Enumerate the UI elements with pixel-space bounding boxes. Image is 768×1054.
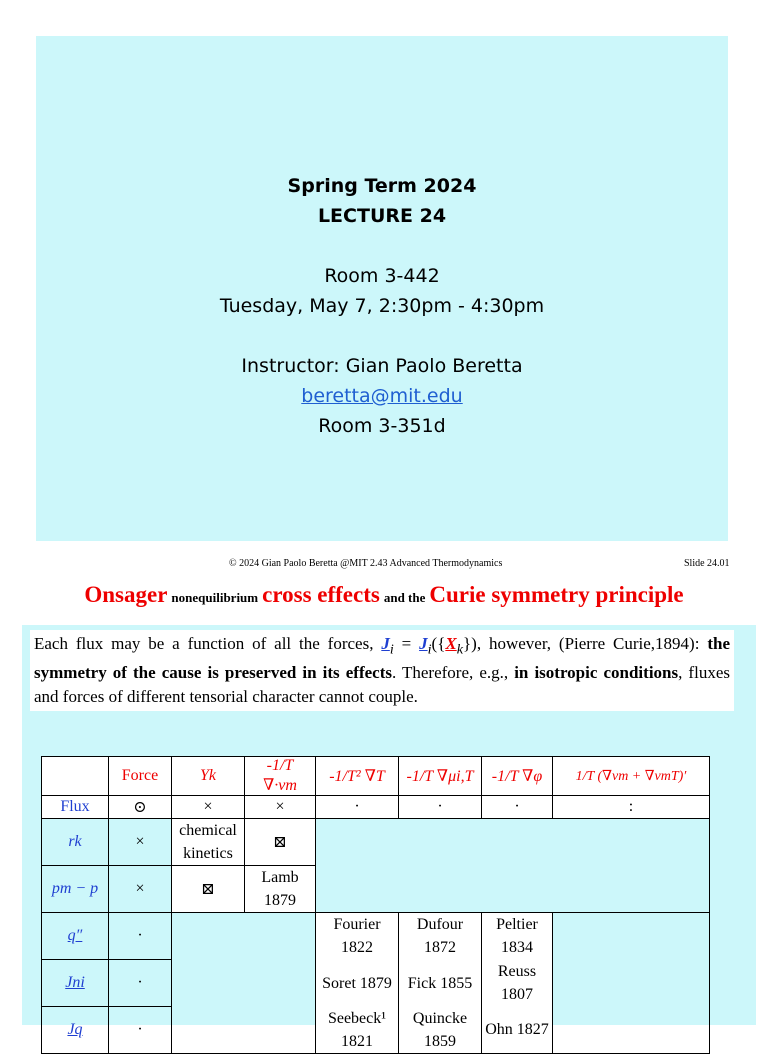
term-label: Spring Term 2024 [287, 175, 477, 197]
para-text-3: }), however, (Pierre Curie,1894): [463, 634, 708, 653]
para-eq: = [393, 634, 420, 653]
cover-title-block [36, 171, 728, 441]
sym-q: · [109, 913, 172, 960]
para-text-1: Each flux may be a function of all the forces, [34, 634, 382, 653]
flux-J2: J [419, 634, 428, 653]
sym-pm: × [109, 866, 172, 913]
header-strain: 1/T (∇vm + ∇vmT)′ [553, 757, 710, 796]
header-row [42, 757, 710, 796]
flux-sym-5: · [482, 796, 553, 819]
header-grad-phi: -1/T ∇φ [482, 757, 553, 796]
flux-J: J [381, 634, 390, 653]
title-curie: Curie symmetry principle [429, 582, 684, 607]
empty-rk [316, 819, 710, 866]
cell-seebeck: Seebeck¹ 1821 [316, 1007, 399, 1054]
email-link[interactable]: beretta@mit.edu [301, 385, 463, 407]
title-nonequilibrium: nonequilibrium [171, 590, 259, 605]
header-div-v: -1/T ∇·vm [245, 757, 316, 796]
flux-sym-6: : [553, 796, 710, 819]
room-label: Room 3-442 [324, 265, 440, 287]
flux-row [42, 796, 710, 819]
sym-rk: × [109, 819, 172, 866]
para-text-4: . Therefore, e.g., [391, 663, 515, 683]
title-cross-effects: cross effects [262, 582, 380, 607]
flux-sym-3: · [316, 796, 399, 819]
cell-lamb: Lamb 1879 [245, 866, 316, 913]
title-and-the: and the [383, 590, 426, 605]
cell-reuss: Reuss 1807 [482, 960, 553, 1007]
date-label: Tuesday, May 7, 2:30pm - 4:30pm [219, 295, 545, 317]
flux-label: Flux [42, 796, 109, 819]
label-pm: pm − p [42, 866, 109, 913]
cell-quincke: Quincke 1859 [399, 1007, 482, 1054]
row-rk [42, 819, 710, 866]
cell-fick: Fick 1855 [399, 960, 482, 1007]
para-text-2: ({ [431, 634, 446, 653]
header-grad-mu: -1/T ∇μi,T [399, 757, 482, 796]
sub-i2: i [427, 641, 432, 658]
cell-rk-coupling: ⊠ [245, 819, 316, 866]
label-rk: rk [42, 819, 109, 866]
cell-chemical-kinetics: chemical kinetics [172, 819, 245, 866]
force-X: X [445, 634, 457, 653]
instructor-label: Instructor: Gian Paolo Beretta [241, 355, 523, 377]
onsager-table [41, 756, 710, 1054]
para-bold-2: in isotropic conditions [514, 663, 679, 683]
header-grad-t: -1/T² ∇T [316, 757, 399, 796]
header-yk: Yk [172, 757, 245, 796]
office-label: Room 3-351d [318, 415, 446, 437]
slide-number: Slide 24.01 [684, 558, 730, 569]
corner-cell [42, 757, 109, 796]
label-jn: Jni [42, 960, 109, 1007]
flux-sym-0: ⊙ [109, 796, 172, 819]
row-q [42, 913, 710, 960]
copyright-text: © 2024 Gian Paolo Beretta @MIT 2.43 Advanced Thermodynamics [229, 558, 503, 569]
cell-soret: Soret 1879 [316, 960, 399, 1007]
cell-pm-coupling: ⊠ [172, 866, 245, 913]
slide-title [0, 582, 768, 608]
empty-scalar-block [172, 913, 316, 1054]
para-bold-1: the symmetry of the cause is preserved in its effects [34, 634, 730, 683]
curie-paragraph [30, 630, 734, 711]
flux-sym-4: · [399, 796, 482, 819]
cell-peltier: Peltier 1834 [482, 913, 553, 960]
sub-i: i [389, 641, 394, 658]
para-text-5: , fluxes and forces of different tensorial character cannot couple. [34, 663, 730, 707]
empty-tensor-block [553, 913, 710, 1054]
flux-sym-2: × [245, 796, 316, 819]
flux-sym-1: × [172, 796, 245, 819]
cell-dufour: Dufour 1872 [399, 913, 482, 960]
row-pm [42, 866, 710, 913]
force-label: Force [109, 757, 172, 796]
cell-fourier: Fourier 1822 [316, 913, 399, 960]
sym-jn: · [109, 960, 172, 1007]
lecture-label: LECTURE 24 [317, 205, 447, 227]
label-jq: Jq [42, 1007, 109, 1054]
cover-panel [36, 36, 728, 541]
sym-jq: · [109, 1007, 172, 1054]
sub-k: k [456, 641, 463, 658]
empty-pm [316, 866, 710, 913]
label-q: q″ [42, 913, 109, 960]
title-onsager: Onsager [84, 582, 168, 607]
cell-ohn: Ohn 1827 [482, 1007, 553, 1054]
